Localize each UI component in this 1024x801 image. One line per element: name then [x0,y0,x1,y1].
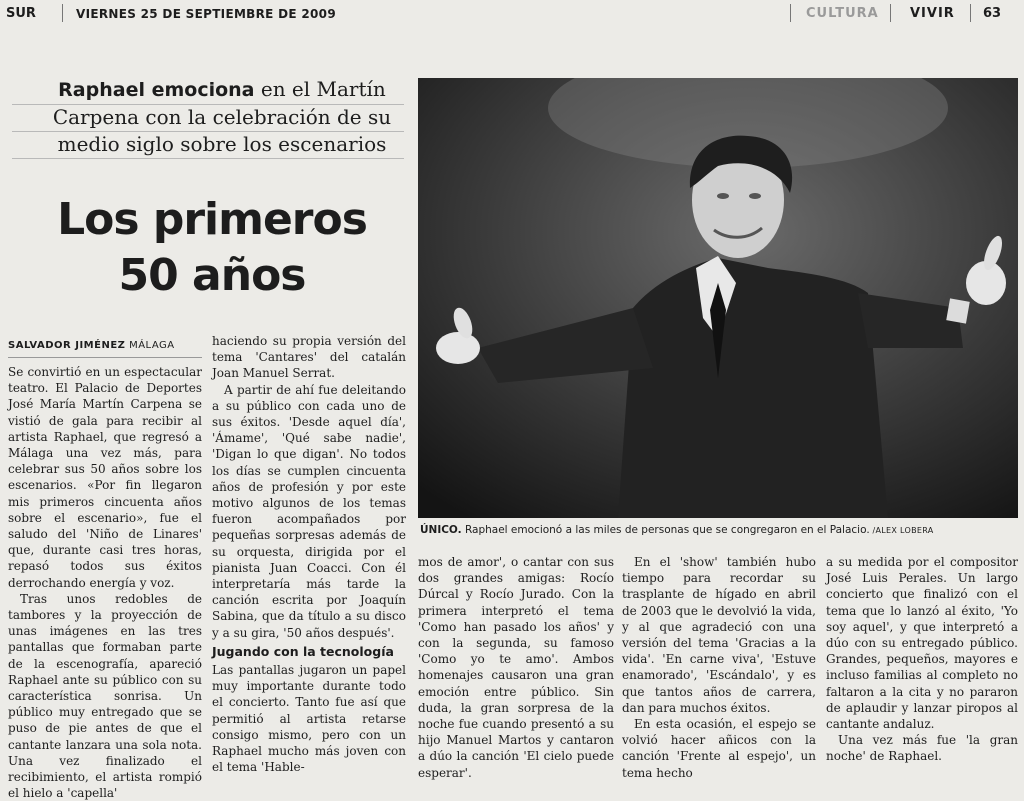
photo-credit: /ALEX LOBERA [869,526,934,535]
byline [8,340,202,351]
body-paragraph: Se convirtió en un espectacular teatro. El Palacio de Deportes José María Martín Carpena se vistió de gala para recibir al artista Raphael, que regresó a Málaga una vez más, para celebrar sus 50 años sobre los escenarios. «Por fin llegaron mis primeros cincuenta años sobre el escenario», fue el saludo del 'Niño de Linares' que, durante casi tres horas, repasó todos sus éxitos derrochando energía y voz. [8,365,202,590]
body-column-1 [8,364,202,801]
body-paragraph: En el 'show' también hubo tiempo para recordar su trasplante de hígado en abril de 2003 que le devolvió la vida, y al que agradeció con una versión del tema 'Gracias a la vida'. 'En carne viva', 'Estuve enamorado', 'Escándalo', y es que tantos años de carrera, dan para muchos éxitos. [622,555,816,715]
body-paragraph: mos de amor', o cantar con sus dos grandes amigas: Rocío Dúrcal y Rocío Jurado. Con la primera interpretó el tema 'Como han pasado los años' y con la segunda, su famoso 'Como yo te amo'. Ambos homenajes causaron una gran emoción entre público. Sin duda, la gran sorpresa de la noche fue cuando presentó a su hijo Manuel Martos y cantaron a dúo la canción 'El cielo puede esperar'. [418,555,614,780]
caption-lead: ÚNICO. [420,524,462,536]
subhead-rule [12,158,404,159]
author-name: SALVADOR JIMÉNEZ [8,340,126,351]
article-headline [22,192,402,304]
body-paragraph: haciendo su propia versión del tema 'Cantares' del catalán Joan Manuel Serrat. [212,334,406,381]
body-paragraph: Tras unos redobles de tambores y la proyección de unas imágenes en las tres pantallas que formaban parte de la escenografía, apareció Raphael ante su público con su característica sonrisa. Un público muy entregado que se puso de pie antes de que el cantante lanzara una sola nota. Una vez finalizado el recibimiento, el artista rompió el hielo a 'capella' [8,591,202,801]
header-divider [970,4,971,22]
issue-date: VIERNES 25 DE SEPTIEMBRE DE 2009 [76,7,336,21]
article-subhead [32,76,412,158]
body-paragraph: En esta ocasión, el espejo se volvió hacer añicos con la canción 'Frente al espejo', un tema hecho [622,717,816,780]
body-column-5 [826,554,1018,765]
photo-caption [420,524,1020,536]
body-column-3 [418,554,614,781]
header-divider [890,4,891,22]
body-paragraph: Las pantallas jugaron un papel muy importante durante todo el concierto. Tanto fue así que permitió al artista retarse consigo mismo, pero con un Raphael mucho más joven con el tema 'Hable- [212,663,406,775]
headline-line: Los primeros [57,194,367,245]
article-photo [418,78,1018,518]
byline-rule [8,357,202,358]
body-column-2 [212,333,406,775]
dateline-location: MÁLAGA [125,340,175,351]
body-paragraph: a su medida por el compositor José Luis Perales. Un largo concierto que finalizó con el tema que lo lanzó al éxito, 'Yo soy aquel', y que interpretó a dúo con su entregado público. Grandes, pequeños, mayores e incluso familias al completo no faltaron a la cita y no pararon de aplaudir y lanzar piropos al cantante andaluz. [826,555,1018,732]
page-number: 63 [983,6,1002,21]
section-subheading: Jugando con la tecnología [212,643,394,659]
page-header [0,0,1024,30]
caption-text: Raphael emocionó a las miles de personas que se congregaron en el Palacio. [461,524,870,536]
body-column-4 [622,554,816,781]
subhead-emphasis: Raphael emociona [58,79,255,101]
performer-photo-illustration [418,78,1018,518]
subhead-text: en el Martín Carpena con la celebración de su medio siglo sobre los escenarios [52,77,392,156]
header-divider [62,4,63,22]
body-paragraph: A partir de ahí fue deleitando a su público con cada uno de sus éxitos. 'Desde aquel día', 'Ámame', 'Qué sabe nadie', 'Digan lo que digan'. No todos los días se cumplen cincuenta años de profesión y por este motivo algunos de los temas fueron acompañados por pequeñas sorpresas además de su orquesta, dirigida por el pianista Juan Coacci. Con él interpretaría más tarde la canción escrita por Joaquín Sabina, que da título a su disco y a su gira, '50 años después'. [212,382,406,640]
supplement-label: VIVIR [910,6,955,21]
headline-line: 50 años [118,250,306,301]
header-divider [790,4,791,22]
body-paragraph: Una vez más fue 'la gran noche' de Raphael. [826,733,1018,764]
newspaper-name: SUR [6,6,36,21]
section-label: CULTURA [806,6,879,21]
